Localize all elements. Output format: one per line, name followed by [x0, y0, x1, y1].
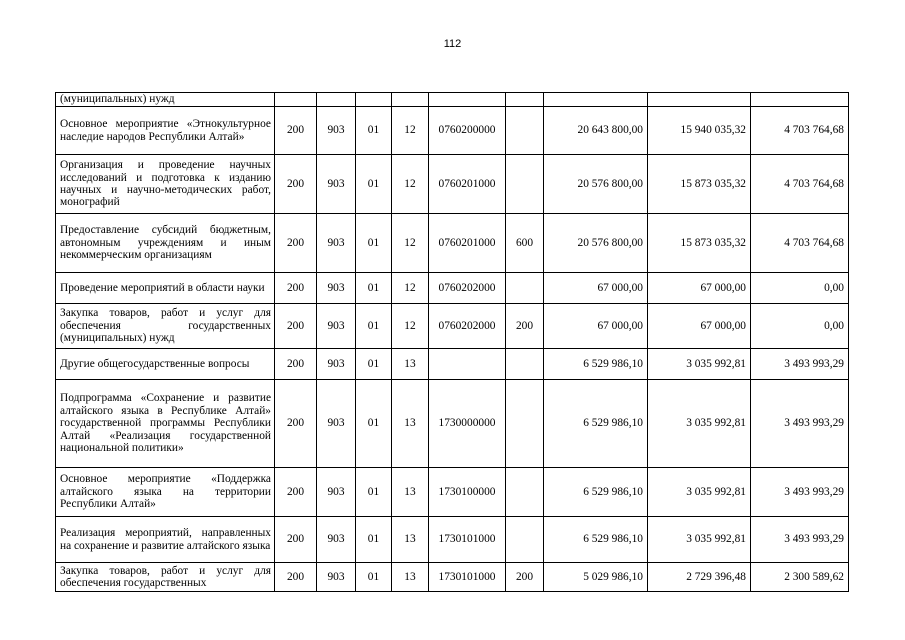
cell-amount-2: 15 873 035,32 — [648, 214, 751, 273]
cell-amount-2: 67 000,00 — [648, 304, 751, 349]
cell-target: 1730101000 — [429, 517, 506, 563]
cell-section: 01 — [356, 517, 392, 563]
cell-expense-type — [506, 349, 544, 380]
cell-expense-type — [506, 107, 544, 155]
budget-table — [55, 92, 849, 592]
cell-code-1: 200 — [275, 517, 317, 563]
cell-amount-2: 3 035 992,81 — [648, 380, 751, 468]
cell-code-2: 903 — [317, 273, 356, 304]
cell-subsection: 12 — [392, 214, 429, 273]
cell-amount-2: 67 000,00 — [648, 273, 751, 304]
cell-amount-3: 3 493 993,29 — [751, 380, 849, 468]
cell-section: 01 — [356, 155, 392, 214]
cell-section: 01 — [356, 107, 392, 155]
cell-amount-3: 4 703 764,68 — [751, 107, 849, 155]
cell-target: 1730000000 — [429, 380, 506, 468]
cell-amount-3: 4 703 764,68 — [751, 155, 849, 214]
cell-target: 0760200000 — [429, 107, 506, 155]
cell-target — [429, 349, 506, 380]
cell-expense-type — [506, 155, 544, 214]
cell-code-2: 903 — [317, 517, 356, 563]
table-row — [56, 517, 849, 563]
cell-target: 0760201000 — [429, 214, 506, 273]
cell-expense-type — [506, 468, 544, 517]
cell-amount-2: 3 035 992,81 — [648, 517, 751, 563]
row-name: Предоставление субсидий бюджетным, автономным учреждениям и иным некоммерческим организациям — [56, 214, 275, 273]
cell-expense-type: 600 — [506, 214, 544, 273]
cell-subsection — [392, 93, 429, 107]
cell-target: 0760202000 — [429, 273, 506, 304]
cell-amount-3: 3 493 993,29 — [751, 349, 849, 380]
table-row — [56, 304, 849, 349]
cell-section: 01 — [356, 273, 392, 304]
cell-code-2: 903 — [317, 214, 356, 273]
cell-amount-1: 5 029 986,10 — [544, 563, 648, 592]
cell-subsection: 12 — [392, 304, 429, 349]
table-row — [56, 349, 849, 380]
cell-amount-1: 67 000,00 — [544, 273, 648, 304]
table-row — [56, 107, 849, 155]
cell-code-1 — [275, 93, 317, 107]
cell-subsection: 13 — [392, 563, 429, 592]
cell-amount-1: 20 576 800,00 — [544, 155, 648, 214]
cell-amount-2: 15 940 035,32 — [648, 107, 751, 155]
cell-subsection: 12 — [392, 155, 429, 214]
cell-amount-2: 2 729 396,48 — [648, 563, 751, 592]
cell-amount-1: 6 529 986,10 — [544, 380, 648, 468]
cell-expense-type — [506, 93, 544, 107]
cell-amount-3: 4 703 764,68 — [751, 214, 849, 273]
cell-section: 01 — [356, 304, 392, 349]
cell-code-2: 903 — [317, 304, 356, 349]
cell-code-1: 200 — [275, 349, 317, 380]
cell-target: 0760202000 — [429, 304, 506, 349]
cell-code-1: 200 — [275, 155, 317, 214]
row-name: (муниципальных) нужд — [56, 93, 275, 107]
table-row — [56, 380, 849, 468]
cell-amount-3: 3 493 993,29 — [751, 517, 849, 563]
cell-subsection: 13 — [392, 349, 429, 380]
cell-amount-3: 2 300 589,62 — [751, 563, 849, 592]
cell-section — [356, 93, 392, 107]
cell-expense-type — [506, 273, 544, 304]
cell-code-2: 903 — [317, 563, 356, 592]
row-name: Закупка товаров, работ и услуг для обеспечения государственных (муниципальных) нужд — [56, 304, 275, 349]
cell-target — [429, 93, 506, 107]
cell-amount-1: 20 643 800,00 — [544, 107, 648, 155]
row-name: Другие общегосударственные вопросы — [56, 349, 275, 380]
cell-section: 01 — [356, 349, 392, 380]
cell-code-1: 200 — [275, 214, 317, 273]
row-name: Организация и проведение научных исследований и подготовка к изданию научных и научно-методических работ, монографий — [56, 155, 275, 214]
row-name: Закупка товаров, работ и услуг для обеспечения государственных — [56, 563, 275, 592]
cell-amount-1: 6 529 986,10 — [544, 517, 648, 563]
cell-code-1: 200 — [275, 563, 317, 592]
table-row — [56, 155, 849, 214]
cell-expense-type — [506, 380, 544, 468]
cell-code-2: 903 — [317, 155, 356, 214]
row-name: Основное мероприятие «Поддержка алтайского языка на территории Республики Алтай» — [56, 468, 275, 517]
cell-amount-1: 6 529 986,10 — [544, 468, 648, 517]
table-row — [56, 93, 849, 107]
cell-expense-type: 200 — [506, 563, 544, 592]
cell-subsection: 12 — [392, 107, 429, 155]
cell-amount-2: 3 035 992,81 — [648, 349, 751, 380]
cell-subsection: 13 — [392, 517, 429, 563]
row-name: Основное мероприятие «Этнокультурное наследие народов Республики Алтай» — [56, 107, 275, 155]
table-body — [56, 93, 849, 592]
cell-code-2 — [317, 93, 356, 107]
table-row — [56, 468, 849, 517]
cell-section: 01 — [356, 214, 392, 273]
cell-code-1: 200 — [275, 380, 317, 468]
cell-amount-3: 3 493 993,29 — [751, 468, 849, 517]
table-row — [56, 214, 849, 273]
cell-subsection: 13 — [392, 468, 429, 517]
cell-code-1: 200 — [275, 107, 317, 155]
row-name: Реализация мероприятий, направленных на сохранение и развитие алтайского языка — [56, 517, 275, 563]
cell-section: 01 — [356, 380, 392, 468]
cell-target: 1730101000 — [429, 563, 506, 592]
cell-amount-1 — [544, 93, 648, 107]
cell-subsection: 12 — [392, 273, 429, 304]
cell-code-2: 903 — [317, 349, 356, 380]
table-row — [56, 563, 849, 592]
cell-target: 1730100000 — [429, 468, 506, 517]
row-name: Подпрограмма «Сохранение и развитие алтайского языка в Республике Алтай» государственной программы Республики Алтай «Реализация государственной национальной политики» — [56, 380, 275, 468]
cell-amount-3: 0,00 — [751, 273, 849, 304]
page-number: 112 — [443, 38, 462, 50]
cell-amount-1: 67 000,00 — [544, 304, 648, 349]
cell-amount-2: 3 035 992,81 — [648, 468, 751, 517]
table-row — [56, 273, 849, 304]
cell-amount-2 — [648, 93, 751, 107]
cell-amount-3 — [751, 93, 849, 107]
cell-amount-1: 6 529 986,10 — [544, 349, 648, 380]
cell-subsection: 13 — [392, 380, 429, 468]
cell-amount-1: 20 576 800,00 — [544, 214, 648, 273]
cell-code-1: 200 — [275, 468, 317, 517]
cell-target: 0760201000 — [429, 155, 506, 214]
cell-expense-type — [506, 517, 544, 563]
cell-code-2: 903 — [317, 107, 356, 155]
cell-code-1: 200 — [275, 273, 317, 304]
cell-code-2: 903 — [317, 468, 356, 517]
row-name: Проведение мероприятий в области науки — [56, 273, 275, 304]
cell-section: 01 — [356, 563, 392, 592]
cell-code-1: 200 — [275, 304, 317, 349]
cell-expense-type: 200 — [506, 304, 544, 349]
cell-section: 01 — [356, 468, 392, 517]
cell-amount-2: 15 873 035,32 — [648, 155, 751, 214]
cell-amount-3: 0,00 — [751, 304, 849, 349]
cell-code-2: 903 — [317, 380, 356, 468]
